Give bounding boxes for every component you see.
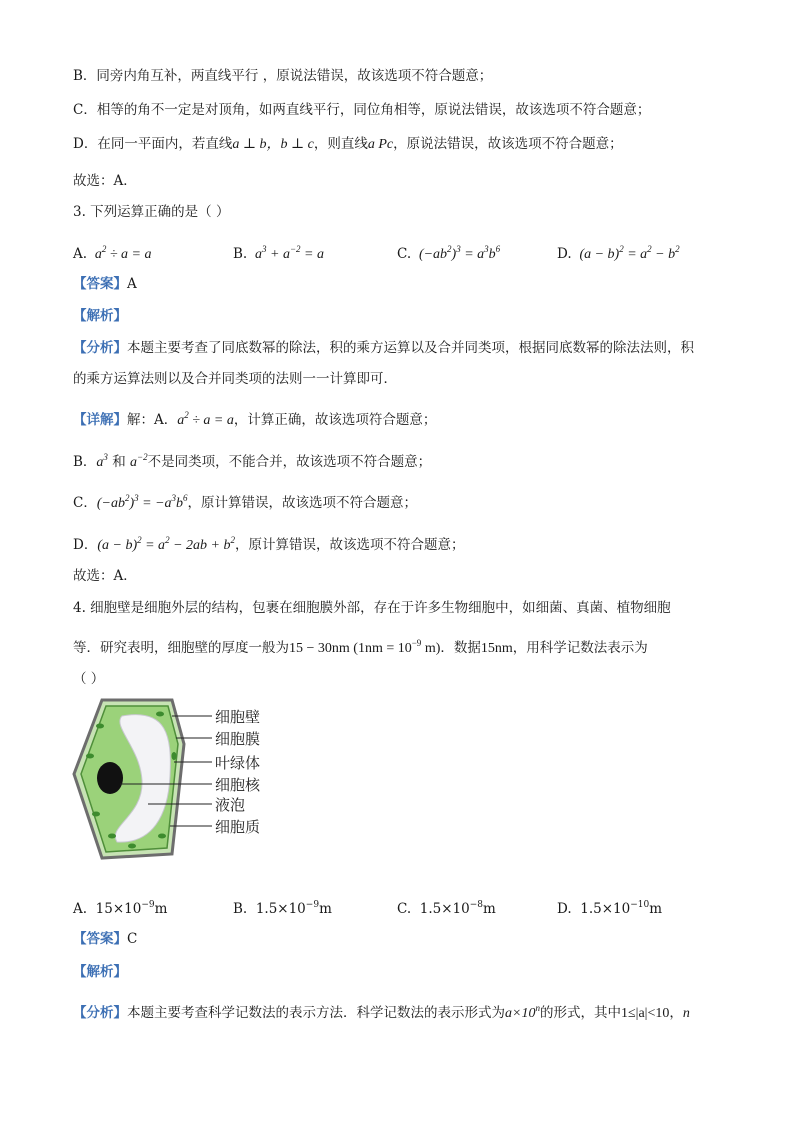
option-exponent: −8 — [469, 900, 483, 910]
answer-line — [73, 929, 137, 949]
analysis-text: 的形式，其中 — [539, 1005, 621, 1021]
math-expression: $(a - b)^2 = a^2 - 2ab + b^2$ — [97, 535, 235, 553]
label-cell-wall: 细胞壁 — [215, 708, 261, 726]
option-exponent: −9 — [305, 900, 320, 910]
question-3-stem: 3. 下列运算正确的是（ ） — [73, 204, 230, 220]
text-line — [73, 134, 623, 155]
q4-option-c — [397, 895, 496, 919]
option-unit: m — [482, 901, 496, 917]
analysis-line — [73, 998, 690, 1024]
text-line: 故选：A． — [73, 568, 137, 584]
option-unit: m — [649, 901, 663, 917]
question-4-paren: （ ） — [73, 671, 105, 687]
math-expression: $a\times 10^n$ — [505, 1003, 540, 1021]
explain-tag: 【解析】 — [73, 308, 127, 324]
chloroplast — [96, 724, 104, 729]
option-label: D. — [557, 246, 572, 262]
text-fragment: D．在同一平面内，若直线 — [73, 136, 233, 152]
analysis-tag: 【分析】 — [73, 340, 127, 356]
option-value: 1.5×10 — [419, 901, 470, 917]
q3-option-a — [73, 239, 151, 265]
option-exponent: −10 — [630, 900, 650, 910]
analysis-text: ， — [669, 1005, 683, 1021]
explain-tag: 【解析】 — [73, 964, 127, 980]
option-value: 1.5×10 — [255, 901, 306, 917]
answer-tag: 【答案】 — [73, 276, 127, 292]
q3-option-c — [397, 239, 500, 265]
math-expression: $a^3 + a^{-2} = a$ — [251, 244, 324, 262]
analysis-tag: 【分析】 — [73, 1005, 127, 1021]
math-expression: 15nm — [480, 641, 513, 656]
analysis-line-2: 的乘方运算法则以及合并同类项的法则一一计算即可． — [73, 371, 397, 387]
q3-option-d — [557, 239, 680, 265]
math-expression: 1≤|a|<10 — [620, 1006, 670, 1021]
answer-line — [73, 274, 137, 294]
analysis-line — [73, 338, 694, 358]
option-exponent: −9 — [141, 900, 155, 910]
chloroplast — [108, 834, 116, 839]
option-label: A. — [73, 901, 88, 917]
math-expression: $a^2 \div a = a$ — [91, 244, 152, 262]
detail-line-b: B．$a^3$ 和 $a^{-2}$不是同类项，不能合并，故该选项不符合题意； — [73, 452, 432, 470]
chloroplast — [156, 712, 164, 717]
math-expression: $a^2 \div a = a$ — [177, 410, 234, 428]
detail-line-c — [73, 488, 417, 514]
math-expression: $(-ab^2)^3 = a^3b^6$ — [415, 244, 501, 262]
detail-line-d — [73, 530, 464, 556]
math-expression: a Pc — [367, 137, 394, 152]
option-label: B. — [233, 246, 248, 262]
detail-text: C． — [73, 495, 97, 511]
stem-text: ，用科学记数法表示为 — [512, 640, 648, 656]
label-cytoplasm: 细胞质 — [215, 818, 261, 836]
analysis-text: 本题主要考查科学记数法的表示方法．科学记数法的表示形式为 — [127, 1005, 505, 1021]
text-line: B．同旁内角互补，两直线平行 ，原说法错误，故该选项不符合题意； — [73, 68, 493, 84]
math-expression: $(-ab^2)^3 = -a^3b^6$ — [96, 493, 188, 511]
chloroplast — [158, 834, 166, 839]
option-label: B. — [233, 901, 248, 917]
chloroplast — [86, 754, 94, 759]
detail-text: 不是同类项，不能合并，故该选项不符合题意； — [147, 454, 432, 470]
detail-text: ，原计算错误，故该选项不符合题意； — [234, 537, 465, 553]
math-expression: $a^3$ — [96, 452, 108, 470]
chloroplast — [172, 752, 177, 760]
detail-line — [73, 405, 436, 431]
detail-text: D． — [73, 537, 98, 553]
option-unit: m — [154, 901, 168, 917]
question-4-stem: 4. 细胞壁是细胞外层的结构，包裹在细胞膜外部，存在于许多生物细胞中，如细菌、真菌、植物细胞 — [73, 600, 671, 616]
explain-line — [73, 962, 127, 982]
detail-text: 解：A． — [127, 412, 178, 428]
detail-text: ，原计算错误，故该选项不符合题意； — [187, 495, 418, 511]
analysis-text: 本题主要考查了同底数幂的除法，积的乘方运算以及合并同类项，根据同底数幂的除法法则，积 — [127, 340, 694, 356]
math-expression: $(a - b)^2 = a^2 - b^2$ — [575, 244, 680, 262]
text-fragment: ，原说法错误，故该选项不符合题意； — [393, 136, 623, 152]
chloroplast — [92, 812, 100, 817]
answer-value: C — [127, 931, 138, 947]
option-label: D. — [557, 901, 572, 917]
detail-text: B． — [73, 454, 97, 470]
label-vacuole: 液泡 — [215, 796, 246, 814]
math-expression: a ⊥ b，b ⊥ c — [232, 137, 314, 152]
answer-tag: 【答案】 — [73, 931, 127, 947]
q4-option-d — [557, 895, 662, 919]
stem-text: ．数据 — [440, 640, 481, 656]
option-value: 1.5×10 — [580, 901, 631, 917]
nucleus — [97, 762, 123, 794]
option-value: 15×10 — [95, 901, 142, 917]
detail-text: ，计算正确，故该选项符合题意； — [233, 412, 437, 428]
text-line: C．相等的角不一定是对顶角，如两直线平行，同位角相等，原说法错误，故该选项不符合题意； — [73, 102, 651, 118]
stem-text: 等．研究表明，细胞壁的厚度一般为 — [73, 640, 289, 656]
option-unit: m — [319, 901, 332, 917]
math-expression: $a^{-2}$ — [130, 452, 148, 470]
q3-option-b — [233, 239, 324, 265]
detail-tag: 【详解】 — [73, 412, 127, 428]
chloroplast — [128, 844, 136, 849]
plant-cell-figure — [72, 696, 282, 866]
text-fragment: ，则直线 — [313, 136, 368, 152]
q4-option-b — [233, 895, 332, 919]
text-line: 故选：A． — [73, 173, 137, 189]
option-label: A. — [73, 246, 88, 262]
question-4-stem-2 — [73, 633, 648, 659]
explain-line — [73, 306, 127, 326]
option-label: C. — [397, 246, 412, 262]
math-expression: 15 − 30nm ($1nm = 10^{-9}$ m) — [289, 638, 441, 656]
label-cell-membrane: 细胞膜 — [215, 730, 261, 748]
q4-option-a — [73, 895, 167, 919]
answer-value: A — [127, 276, 137, 292]
math-expression: n — [682, 1006, 690, 1021]
label-nucleus: 细胞核 — [215, 776, 261, 794]
option-label: C. — [397, 901, 412, 917]
label-chloroplast: 叶绿体 — [215, 754, 261, 772]
